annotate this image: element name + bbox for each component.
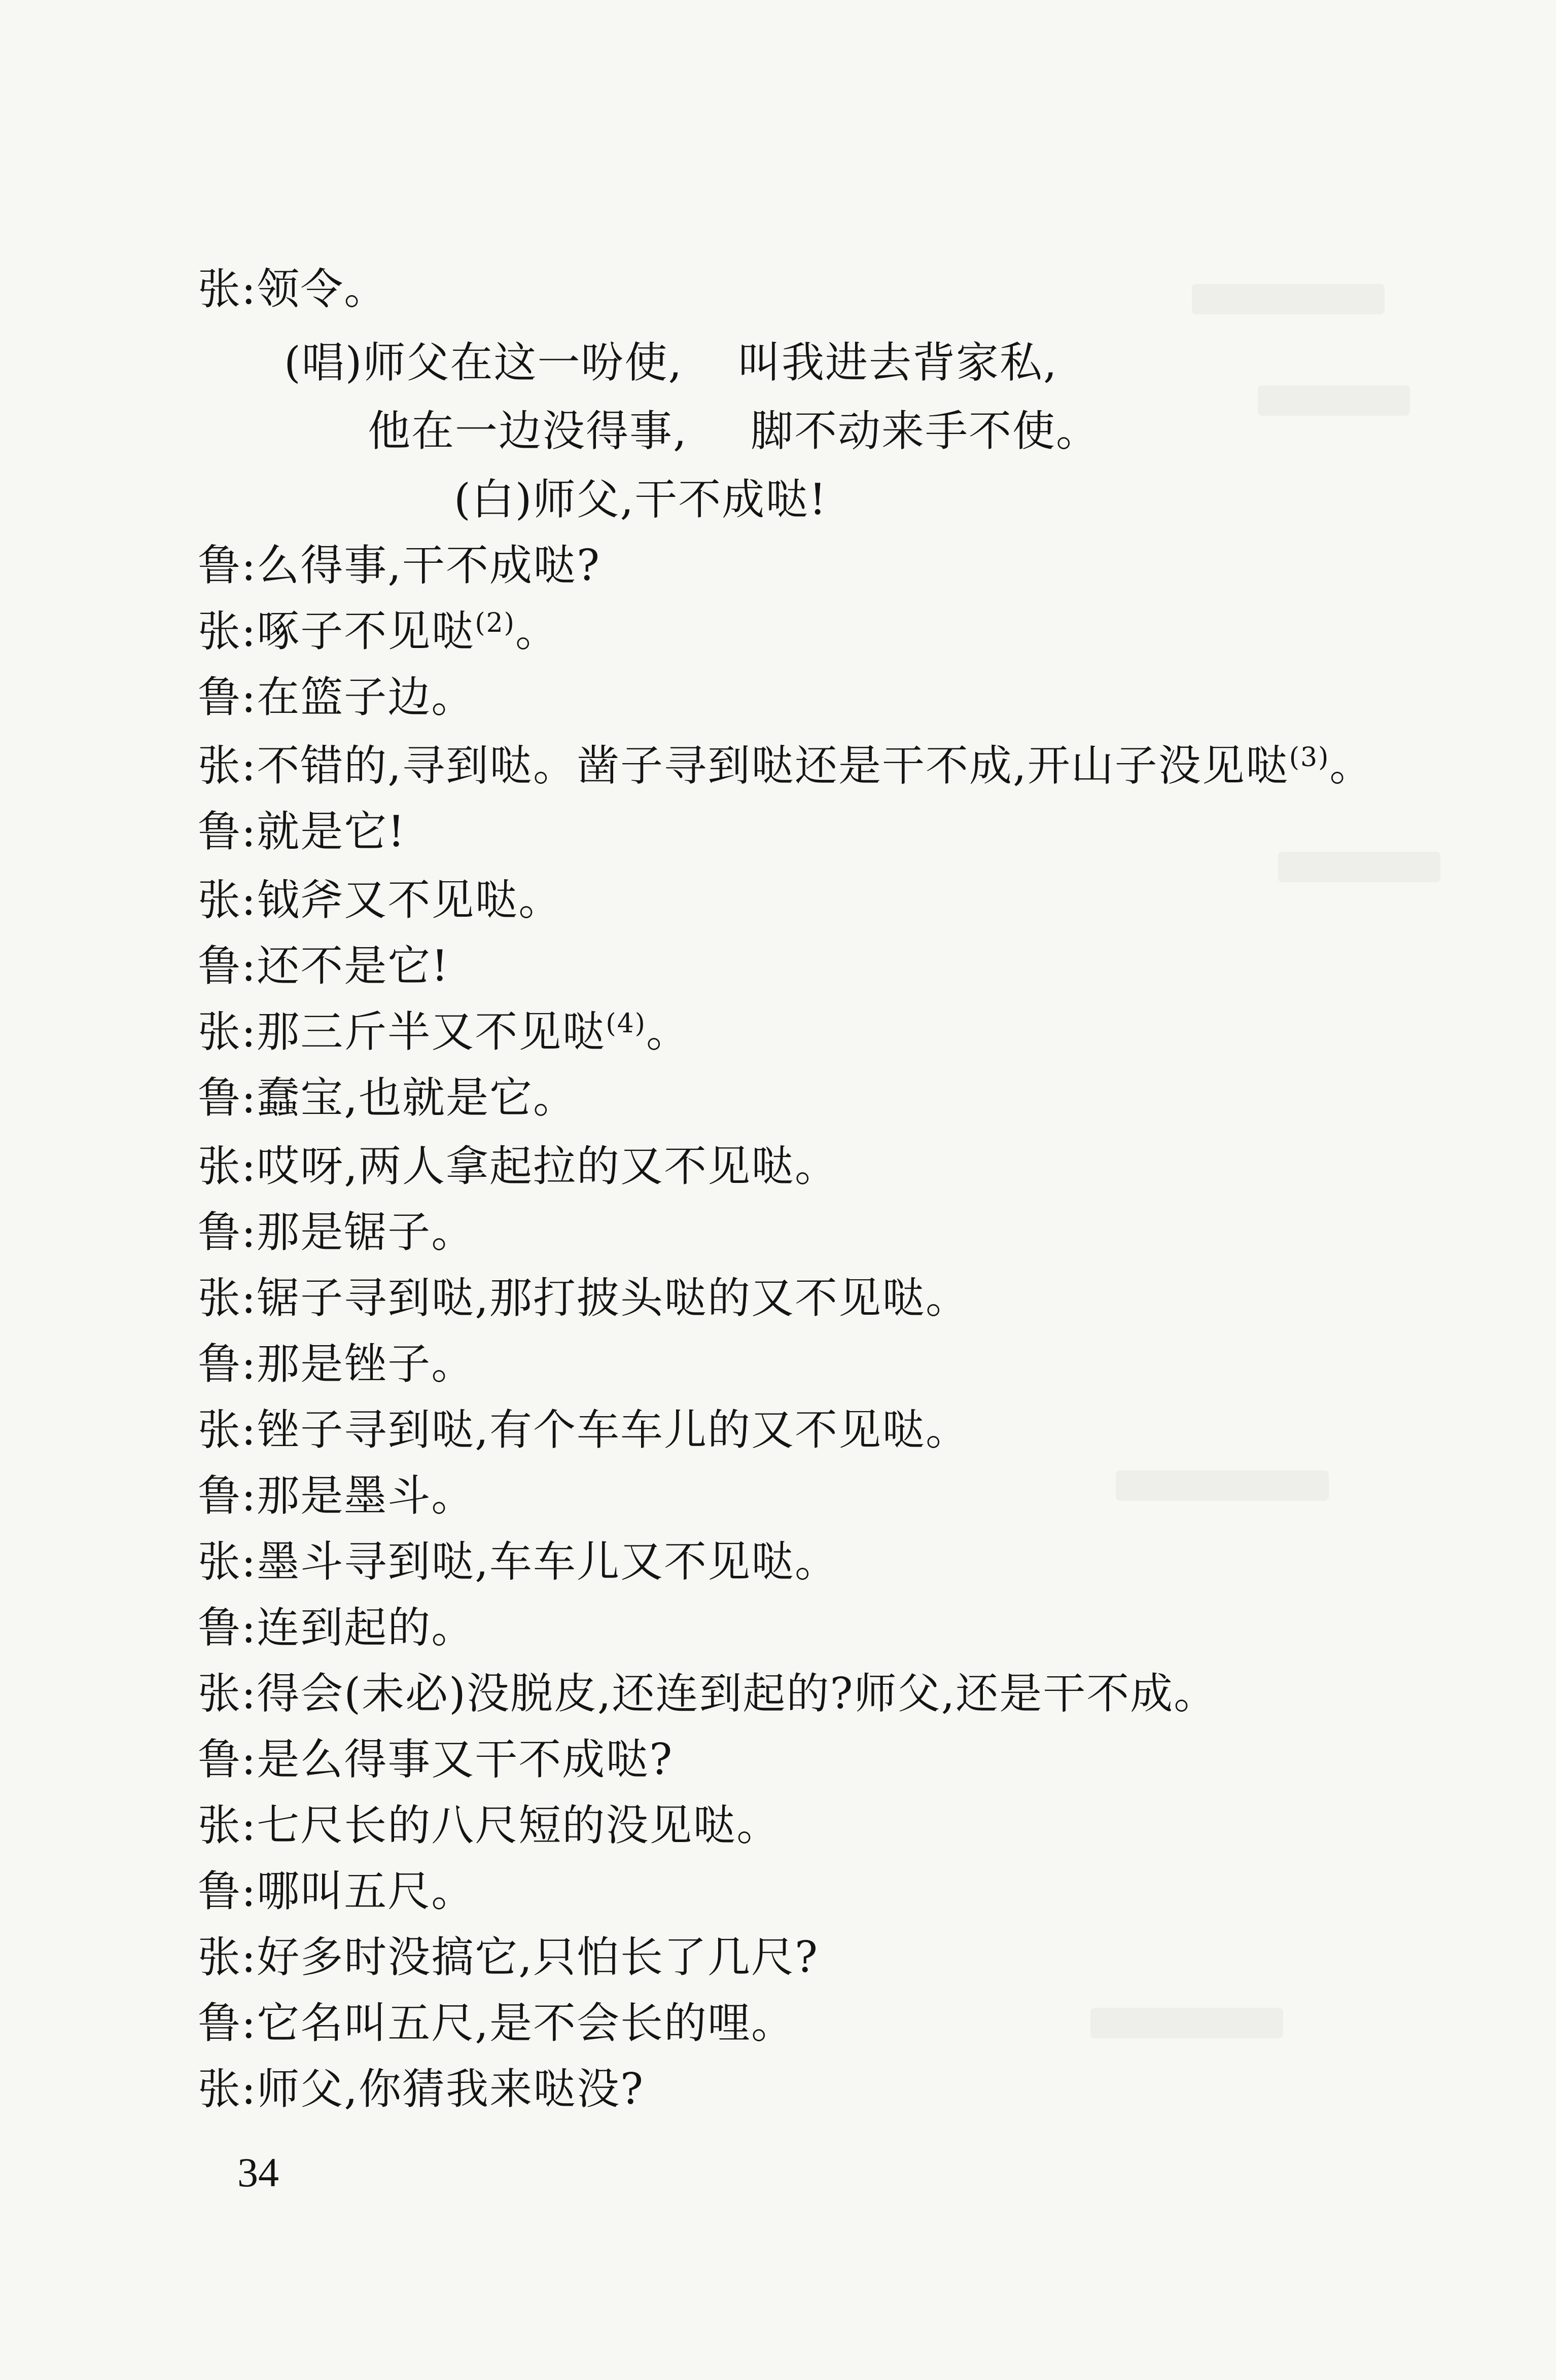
footnote-marker: (4) [606,1008,646,1039]
line-tail: 。 [646,1007,690,1057]
line-text: 鲁:那是墨斗。 [198,1471,475,1521]
line-text: 张:那三斤半又不见哒 [198,1007,606,1057]
line-text: 张:哎呀,两人拿起拉的又不见哒。 [198,1141,839,1191]
bleed-through-mark [1090,2008,1283,2038]
dialogue-line [198,1866,475,1917]
line-text: 张:钺斧又不见哒。 [198,875,562,925]
dialogue-line [198,1006,690,1057]
line-text: 张:七尺长的八尺短的没见哒。 [198,1800,781,1850]
dialogue-line [198,1404,969,1455]
line-text: 鲁:还不是它! [198,941,450,991]
footnote-marker: (3) [1289,742,1330,773]
verse-second-half: 叫我进去背家私, [738,338,1058,387]
line-text: 张:啄子不见哒 [198,606,475,656]
verse-second-half: 脚不动来手不使。 [751,406,1100,456]
dialogue-line [198,2064,644,2114]
dialogue-line [198,1339,475,1389]
dialogue-line [198,1668,1217,1719]
dialogue-line [198,1141,838,1192]
bleed-through-mark [1278,852,1440,882]
line-text: 鲁:是么得事又干不成哒? [198,1735,674,1784]
dialogue-line [198,740,1373,791]
bleed-through-mark [1258,385,1410,416]
verse-line [368,406,1100,456]
dialogue-line [198,1536,838,1587]
line-text: 张:锯子寻到哒,那打披头哒的又不见哒。 [198,1273,970,1323]
line-text: (唱)师父在这一吩使, [284,338,683,387]
line-text: 鲁:么得事,干不成哒? [198,540,601,590]
line-text: 张:锉子寻到哒,有个车车儿的又不见哒。 [198,1405,970,1455]
dialogue-line [198,264,387,314]
line-text: 鲁:连到起的。 [198,1603,475,1652]
dialogue-line [198,875,562,925]
dialogue-line [198,1734,673,1785]
line-text: 鲁:那是锯子。 [198,1207,475,1257]
line-text: 张:领令。 [198,264,388,314]
footnote-marker: (2) [475,608,515,638]
line-text: 鲁:它名叫五尺,是不会长的哩。 [198,1998,795,2048]
line-text: 鲁:那是锉子。 [198,1339,475,1389]
dialogue-line [198,1932,819,1982]
dialogue-line [198,606,559,657]
line-tail: 。 [515,606,559,656]
dialogue-line [198,1072,577,1123]
line-text: 张:师父,你猜我来哒没? [198,2064,645,2114]
dialogue-line [198,1470,475,1521]
verse-line [284,337,1058,388]
dialogue-line [198,672,475,723]
line-tail: 。 [1329,741,1373,790]
dialogue-line [198,1602,475,1653]
dialogue-line [198,1273,969,1323]
line-text: 张:得会(未必)没脱皮,还连到起的?师父,还是干不成。 [198,1669,1218,1718]
line-text: 张:不错的,寻到哒。凿子寻到哒还是干不成,开山子没见哒 [198,741,1289,790]
dialogue-line [198,1207,475,1257]
line-text: (白)师父,干不成哒! [454,475,828,524]
page-number: 34 [237,2149,279,2195]
dialogue-line [198,540,600,591]
line-text: 他在一边没得事, [368,406,688,456]
line-text: 鲁:在篮子边。 [198,672,475,722]
line-text: 张:好多时没搞它,只怕长了几尺? [198,1932,819,1982]
bleed-through-mark [1192,284,1385,314]
bleed-through-mark [1116,1470,1329,1501]
line-text: 鲁:哪叫五尺。 [198,1866,475,1916]
line-text: 鲁:就是它! [198,807,406,856]
dialogue-line [198,1800,780,1851]
dialogue-line [198,941,449,991]
dialogue-line [198,806,406,857]
dialogue-line [198,1998,795,2048]
line-text: 张:墨斗寻到哒,车车儿又不见哒。 [198,1537,839,1586]
line-text: 鲁:蠢宝,也就是它。 [198,1073,577,1123]
spoken-line [454,474,827,525]
